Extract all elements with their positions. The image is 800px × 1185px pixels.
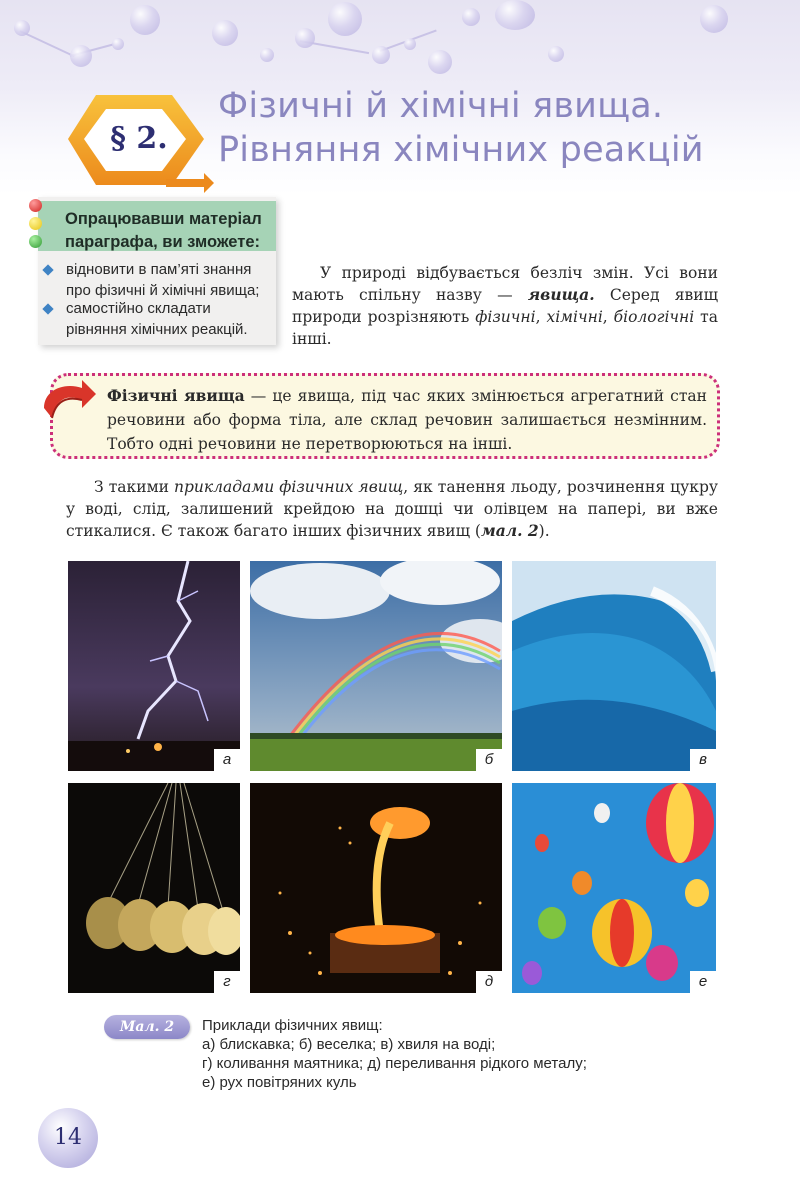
examples-paragraph: [66, 476, 718, 542]
title-line-2: Рівняння хімічних реакцій: [218, 130, 704, 170]
intro-emphasis: хімічні: [546, 308, 603, 326]
photo-hot-air-balloons: [512, 783, 716, 993]
photo-label: а: [214, 749, 240, 771]
goal-item: [66, 298, 248, 340]
caption-line: Приклади фізичних явищ:: [202, 1017, 383, 1034]
section-badge: [66, 93, 214, 193]
page-number: 14: [38, 1108, 98, 1168]
intro-paragraph: [292, 262, 718, 350]
intro-separator: ,: [602, 308, 614, 326]
photo-rainbow: [250, 561, 502, 771]
diamond-bullet-icon: [42, 264, 53, 275]
intro-text: У природі відбувається безліч змін. Усі вони мають спільну назву —: [292, 264, 718, 304]
photo-lightning: [68, 561, 240, 771]
goal-item-line: відновити в пам’яті знання: [66, 261, 252, 278]
goal-item-line: самостійно складати: [66, 300, 211, 317]
section-number: § 2.: [110, 121, 168, 156]
goal-item-line: рівняння хімічних реакцій.: [66, 321, 248, 338]
figure-badge: Мал. 2: [104, 1015, 190, 1039]
photo-label: в: [690, 749, 716, 771]
photo-label: б: [476, 749, 502, 771]
diamond-bullet-icon: [42, 303, 53, 314]
caption-line: е) рух повітряних куль: [202, 1074, 357, 1091]
goal-item: [66, 259, 259, 301]
photo-label: е: [690, 971, 716, 993]
intro-separator: ,: [535, 308, 547, 326]
photo-molten-metal: [250, 783, 502, 993]
definition-term: Фізичні явища: [107, 386, 245, 405]
paragraph-text: ).: [538, 522, 550, 540]
caption-line: г) коливання маятника; д) переливання рідкого металу;: [202, 1055, 587, 1072]
title-line-1: Фізичні й хімічні явища.: [218, 86, 664, 126]
learning-goals-box: [38, 197, 276, 345]
definition-box: [50, 373, 720, 459]
paragraph-emphasis: прикладами фізичних явищ: [174, 478, 404, 496]
page-title: [218, 84, 704, 172]
photo-wave: [512, 561, 716, 771]
intro-text: та інші.: [292, 308, 718, 348]
photo-pendulum: [68, 783, 240, 993]
goals-heading-line-2: параграфа, ви зможете:: [65, 233, 261, 251]
goals-heading-line-1: Опрацювавши матеріал: [65, 210, 262, 228]
goal-item-line: про фізичні й хімічні явища;: [66, 282, 260, 299]
intro-emphasis: біологічні: [613, 308, 695, 326]
figure-reference: мал. 2: [480, 521, 539, 540]
intro-text: Серед явищ природи розрізняють: [292, 286, 718, 326]
intro-term: явища.: [527, 285, 595, 304]
goals-heading: [65, 208, 262, 254]
paragraph-text: , як танення льоду, розчинення цукру у воді, слід, залишений крейдою на дошці чи олівцем на папері, ви вже стикалися. Є також багато інших фізичних явищ (: [66, 478, 718, 540]
figure-caption: [202, 1016, 587, 1092]
intro-emphasis: фізичні: [475, 308, 536, 326]
photo-label: д: [476, 971, 502, 993]
definition-body: — це явища, під час яких змінюється агрегатний стан речовини або форма тіла, але склад речовин залишається незмінним. Тобто одні речовини не перетворюються на інші.: [107, 387, 707, 453]
goals-header: [38, 201, 276, 251]
curved-arrow-icon: [38, 378, 98, 423]
photo-label: г: [214, 971, 240, 993]
paragraph-text: З такими: [94, 478, 175, 496]
definition-text: [107, 384, 707, 456]
caption-line: а) блискавка; б) веселка; в) хвиля на воді;: [202, 1036, 496, 1053]
